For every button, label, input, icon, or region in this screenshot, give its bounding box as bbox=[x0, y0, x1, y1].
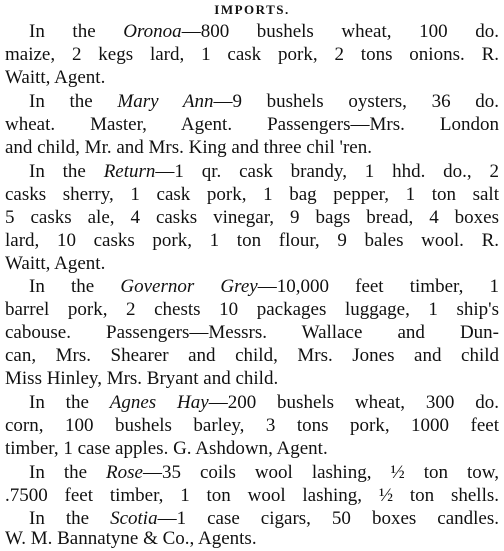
text-line: Miss Hinley, Mrs. Bryant and child. bbox=[5, 368, 279, 389]
text-line: and child, Mr. and Mrs. King and three chil 'ren. bbox=[5, 137, 372, 158]
line-rest: —9 bushels oysters, 36 do. bbox=[213, 91, 499, 112]
text-line: maize, 2 kegs lard, 1 cask pork, 2 tons onions. R. bbox=[5, 44, 499, 65]
line-lead: In the bbox=[29, 91, 118, 112]
text-line: lard, 10 casks pork, 1 ton flour, 9 bales wool. R. bbox=[5, 230, 499, 251]
text-line bbox=[29, 508, 499, 530]
line-rest: —200 bushels wheat, 300 do. bbox=[208, 392, 499, 413]
text-line: timber, 1 case apples. G. Ashdown, Agent. bbox=[5, 438, 328, 459]
line-rest: —1 case cigars, 50 boxes candles. bbox=[157, 508, 500, 529]
line-rest: —1 qr. cask brandy, 1 hhd. do., 2 bbox=[155, 161, 499, 182]
text-line: casks sherry, 1 cask pork, 1 bag pepper, 1 ton salt bbox=[5, 184, 499, 205]
text-line: barrel pork, 2 chests 10 packages luggage, 1 ship's bbox=[5, 299, 499, 320]
line-lead: In the bbox=[29, 392, 110, 413]
ship-name: Return bbox=[103, 161, 156, 182]
text-line bbox=[29, 91, 499, 113]
text-line: W. M. Bannatyne & Co., Agents. bbox=[5, 528, 257, 549]
text-line: .7500 feet timber, 1 ton wool lashing, ½ ton shells. bbox=[5, 485, 499, 506]
line-lead: In the bbox=[29, 161, 104, 182]
text-line: 5 casks ale, 4 casks vinegar, 9 bags bread, 4 boxes bbox=[5, 207, 499, 228]
text-line: cabouse. Passengers—Messrs. Wallace and Dun- bbox=[5, 322, 499, 343]
text-line: corn, 100 bushels barley, 3 tons pork, 1000 feet bbox=[5, 415, 499, 436]
ship-name: Rose bbox=[106, 462, 143, 483]
ship-name: Mary Ann bbox=[117, 91, 214, 112]
line-lead: In the bbox=[29, 508, 111, 529]
line-lead: In the bbox=[29, 21, 124, 42]
line-lead: In the bbox=[29, 462, 107, 483]
text-line bbox=[29, 462, 499, 484]
line-rest: —35 coils wool lashing, ½ ton tow, bbox=[142, 462, 499, 483]
text-line: wheat. Master, Agent. Passengers—Mrs. London bbox=[5, 114, 499, 135]
line-lead: In the bbox=[29, 276, 121, 297]
text-line: Waitt, Agent. bbox=[5, 253, 106, 274]
line-rest: —800 bushels wheat, 100 do. bbox=[181, 21, 499, 42]
ship-name: Agnes Hay bbox=[109, 392, 209, 413]
section-heading: IMPORTS. bbox=[214, 2, 290, 17]
text-line: Waitt, Agent. bbox=[5, 67, 106, 88]
ship-name: Scotia bbox=[110, 508, 158, 529]
text-line bbox=[29, 161, 499, 183]
ship-name: Governor Grey bbox=[120, 276, 258, 297]
text-line bbox=[29, 392, 499, 414]
line-rest: —10,000 feet timber, 1 bbox=[257, 276, 500, 297]
text-line bbox=[29, 21, 499, 43]
text-line bbox=[29, 276, 499, 298]
text-line: can, Mrs. Shearer and child, Mrs. Jones and child bbox=[5, 345, 499, 366]
ship-name: Oronoa bbox=[123, 21, 182, 42]
